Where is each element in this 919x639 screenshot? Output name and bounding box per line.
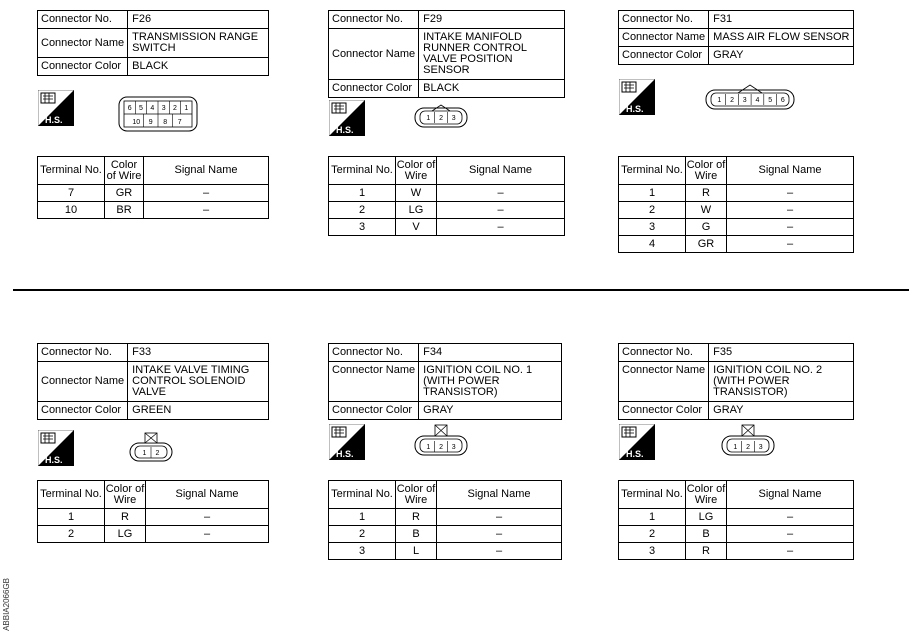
table-row xyxy=(619,202,854,219)
terminal-table xyxy=(618,480,854,560)
signal-name-cell: – xyxy=(727,509,854,526)
table-row xyxy=(329,509,562,526)
pin-label: 6 xyxy=(127,105,132,112)
pin-label: 4 xyxy=(755,97,760,104)
connector-color-label: Connector Color xyxy=(38,58,128,76)
terminal-table xyxy=(328,156,565,236)
signal-name-cell: – xyxy=(144,185,269,202)
pin-label: 3 xyxy=(758,444,763,451)
connector-color-label: Connector Color xyxy=(329,80,419,98)
wire-color-cell: GR xyxy=(105,185,144,202)
table-row xyxy=(38,202,269,219)
color-of-wire-header: Color of Wire xyxy=(686,481,727,509)
connector-color-value: BLACK xyxy=(128,58,269,76)
pin-label: 3 xyxy=(742,97,747,104)
terminal-no-header: Terminal No. xyxy=(329,157,396,185)
connector-name-label: Connector Name xyxy=(38,362,128,402)
connector-color-label: Connector Color xyxy=(329,402,419,420)
signal-name-cell: – xyxy=(144,202,269,219)
terminal-table-f26-wrap xyxy=(37,156,269,219)
pin-label: 4 xyxy=(150,105,155,112)
pin-label: 10 xyxy=(132,119,141,126)
pin-label: 2 xyxy=(439,115,444,122)
connector-f33-info xyxy=(37,343,269,420)
terminal-no-cell: 1 xyxy=(329,509,396,526)
table-row xyxy=(329,185,565,202)
pin-label: 7 xyxy=(177,119,182,126)
wire-color-cell: GR xyxy=(686,236,727,253)
terminal-table xyxy=(328,480,562,560)
connector-color-value: BLACK xyxy=(419,80,565,98)
connector-face-f35 xyxy=(721,424,775,456)
terminal-table-f34-wrap xyxy=(328,480,562,560)
pin-label: 2 xyxy=(439,444,444,451)
table-row xyxy=(619,526,854,543)
pin-label: 2 xyxy=(155,450,160,457)
terminal-no-header: Terminal No. xyxy=(329,481,396,509)
pin-label: 3 xyxy=(451,444,456,451)
terminal-table-f29-wrap xyxy=(328,156,565,236)
svg-text:H.S.: H.S. xyxy=(336,449,354,459)
harness-side-icon xyxy=(329,424,365,460)
wire-color-cell: R xyxy=(686,543,727,560)
terminal-table-f33-wrap xyxy=(37,480,269,543)
svg-text:H.S.: H.S. xyxy=(45,455,63,465)
signal-name-header: Signal Name xyxy=(727,157,854,185)
pin-label: 1 xyxy=(426,115,431,122)
connector-color-value: GRAY xyxy=(419,402,562,420)
connector-color-value: GRAY xyxy=(709,47,854,65)
terminal-no-cell: 3 xyxy=(619,219,686,236)
terminal-no-header: Terminal No. xyxy=(619,481,686,509)
connector-color-label: Connector Color xyxy=(619,402,709,420)
connector-info-table xyxy=(37,343,269,420)
pin-label: 5 xyxy=(768,97,773,104)
terminal-table xyxy=(37,156,269,219)
table-row xyxy=(329,543,562,560)
terminal-no-header: Terminal No. xyxy=(38,481,105,509)
wire-color-cell: W xyxy=(686,202,727,219)
connector-info-table xyxy=(618,10,854,65)
connector-no-value: F29 xyxy=(419,11,565,29)
signal-name-cell: – xyxy=(727,185,854,202)
terminal-no-cell: 4 xyxy=(619,236,686,253)
wire-color-cell: R xyxy=(396,509,437,526)
signal-name-cell: – xyxy=(146,509,269,526)
connector-face-f33 xyxy=(129,432,173,462)
connector-no-label: Connector No. xyxy=(619,344,709,362)
terminal-no-cell: 2 xyxy=(329,202,396,219)
table-row xyxy=(329,526,562,543)
connector-info-table xyxy=(37,10,269,76)
svg-text:H.S.: H.S. xyxy=(336,125,354,135)
connector-color-value: GRAY xyxy=(709,402,854,420)
wire-color-cell: W xyxy=(396,185,437,202)
table-row xyxy=(619,509,854,526)
terminal-no-cell: 1 xyxy=(619,509,686,526)
svg-text:H.S.: H.S. xyxy=(626,104,644,114)
table-row xyxy=(329,219,565,236)
table-row xyxy=(619,543,854,560)
signal-name-cell: – xyxy=(437,185,565,202)
signal-name-header: Signal Name xyxy=(437,157,565,185)
harness-side-icon xyxy=(38,90,74,126)
svg-text:H.S.: H.S. xyxy=(626,449,644,459)
svg-text:H.S.: H.S. xyxy=(45,115,63,125)
connector-name-label: Connector Name xyxy=(619,362,709,402)
wire-color-cell: L xyxy=(396,543,437,560)
terminal-no-cell: 2 xyxy=(329,526,396,543)
table-row xyxy=(329,202,565,219)
terminal-no-cell: 3 xyxy=(329,543,396,560)
signal-name-cell: – xyxy=(146,526,269,543)
connector-name-label: Connector Name xyxy=(38,29,128,58)
section-divider xyxy=(13,289,909,291)
terminal-no-cell: 3 xyxy=(329,219,396,236)
pin-label: 9 xyxy=(148,119,153,126)
connector-face-f34 xyxy=(414,424,468,456)
connector-f26-info xyxy=(37,10,269,76)
signal-name-cell: – xyxy=(727,202,854,219)
connector-info-table xyxy=(328,343,562,420)
signal-name-cell: – xyxy=(437,202,565,219)
connector-name-value: INTAKE MANIFOLD RUNNER CONTROL VALVE POSITION SENSOR xyxy=(419,29,565,80)
terminal-no-cell: 1 xyxy=(38,509,105,526)
harness-side-icon xyxy=(38,430,74,466)
signal-name-cell: – xyxy=(437,526,562,543)
harness-side-icon xyxy=(329,100,365,136)
signal-name-cell: – xyxy=(727,236,854,253)
connector-no-label: Connector No. xyxy=(619,11,709,29)
table-row xyxy=(619,219,854,236)
wire-color-cell: B xyxy=(686,526,727,543)
connector-no-label: Connector No. xyxy=(329,344,419,362)
wire-color-cell: LG xyxy=(686,509,727,526)
terminal-no-cell: 3 xyxy=(619,543,686,560)
terminal-no-cell: 2 xyxy=(619,526,686,543)
connector-f31-info xyxy=(618,10,854,65)
pin-label: 8 xyxy=(163,119,168,126)
pin-label: 1 xyxy=(142,450,147,457)
connector-no-value: F34 xyxy=(419,344,562,362)
pin-label: 2 xyxy=(173,105,177,112)
connector-name-value: MASS AIR FLOW SENSOR xyxy=(709,29,854,47)
wire-color-cell: B xyxy=(396,526,437,543)
pin-label: 3 xyxy=(161,105,166,112)
color-of-wire-header: Color of Wire xyxy=(396,157,437,185)
table-row xyxy=(619,185,854,202)
connector-color-label: Connector Color xyxy=(38,402,128,420)
connector-name-value: INTAKE VALVE TIMING CONTROL SOLENOID VALVE xyxy=(128,362,269,402)
connector-no-value: F35 xyxy=(709,344,854,362)
pin-label: 2 xyxy=(746,444,751,451)
wire-color-cell: R xyxy=(686,185,727,202)
color-of-wire-header: Color of Wire xyxy=(686,157,727,185)
terminal-no-cell: 10 xyxy=(38,202,105,219)
signal-name-header: Signal Name xyxy=(146,481,269,509)
pin-label: 1 xyxy=(184,105,189,112)
terminal-no-cell: 7 xyxy=(38,185,105,202)
terminal-no-header: Terminal No. xyxy=(38,157,105,185)
signal-name-cell: – xyxy=(437,509,562,526)
signal-name-header: Signal Name xyxy=(144,157,269,185)
connector-no-label: Connector No. xyxy=(38,11,128,29)
harness-side-icon xyxy=(619,424,655,460)
signal-name-cell: – xyxy=(437,219,565,236)
terminal-table xyxy=(618,156,854,253)
connector-no-value: F33 xyxy=(128,344,269,362)
signal-name-cell: – xyxy=(727,219,854,236)
connector-no-value: F26 xyxy=(128,11,269,29)
terminal-no-cell: 2 xyxy=(38,526,105,543)
pin-label: 5 xyxy=(139,105,143,112)
connector-f35-info xyxy=(618,343,854,420)
wire-color-cell: G xyxy=(686,219,727,236)
terminal-no-cell: 1 xyxy=(329,185,396,202)
wire-color-cell: V xyxy=(396,219,437,236)
terminal-no-cell: 1 xyxy=(619,185,686,202)
wire-color-cell: BR xyxy=(105,202,144,219)
connector-name-value: IGNITION COIL NO. 1 (WITH POWER TRANSISTOR) xyxy=(419,362,562,402)
connector-f29-info xyxy=(328,10,565,98)
connector-color-value: GREEN xyxy=(128,402,269,420)
table-row xyxy=(619,236,854,253)
connector-no-label: Connector No. xyxy=(329,11,419,29)
pin-label: 1 xyxy=(717,97,722,104)
wire-color-cell: R xyxy=(105,509,146,526)
pin-label: 6 xyxy=(780,97,785,104)
connector-face-f29 xyxy=(414,102,468,128)
table-row xyxy=(38,526,269,543)
connector-no-label: Connector No. xyxy=(38,344,128,362)
terminal-table-f31-wrap xyxy=(618,156,854,253)
signal-name-cell: – xyxy=(727,526,854,543)
wire-color-cell: LG xyxy=(105,526,146,543)
connector-name-value: IGNITION COIL NO. 2 (WITH POWER TRANSISTOR) xyxy=(709,362,854,402)
terminal-no-header: Terminal No. xyxy=(619,157,686,185)
signal-name-header: Signal Name xyxy=(727,481,854,509)
connector-info-table xyxy=(328,10,565,98)
connector-name-value: TRANSMISSION RANGE SWITCH xyxy=(128,29,269,58)
table-row xyxy=(38,185,269,202)
color-of-wire-header: Color of Wire xyxy=(105,481,146,509)
connector-f34-info xyxy=(328,343,562,420)
figure-code: ABBIA2066GB xyxy=(2,578,11,631)
wire-color-cell: LG xyxy=(396,202,437,219)
harness-side-icon xyxy=(619,79,655,115)
connector-face-f31 xyxy=(705,82,795,110)
pin-label: 3 xyxy=(451,115,456,122)
terminal-no-cell: 2 xyxy=(619,202,686,219)
connector-no-value: F31 xyxy=(709,11,854,29)
signal-name-header: Signal Name xyxy=(437,481,562,509)
connector-color-label: Connector Color xyxy=(619,47,709,65)
signal-name-cell: – xyxy=(727,543,854,560)
connector-name-label: Connector Name xyxy=(329,362,419,402)
signal-name-cell: – xyxy=(437,543,562,560)
color-of-wire-header: Color of Wire xyxy=(105,157,144,185)
connector-info-table xyxy=(618,343,854,420)
terminal-table xyxy=(37,480,269,543)
connector-face-f26 xyxy=(118,96,198,132)
pin-label: 2 xyxy=(730,97,735,104)
terminal-table-f35-wrap xyxy=(618,480,854,560)
color-of-wire-header: Color of Wire xyxy=(396,481,437,509)
table-row xyxy=(38,509,269,526)
connector-name-label: Connector Name xyxy=(329,29,419,80)
pin-label: 1 xyxy=(426,444,431,451)
pin-label: 1 xyxy=(733,444,738,451)
connector-name-label: Connector Name xyxy=(619,29,709,47)
